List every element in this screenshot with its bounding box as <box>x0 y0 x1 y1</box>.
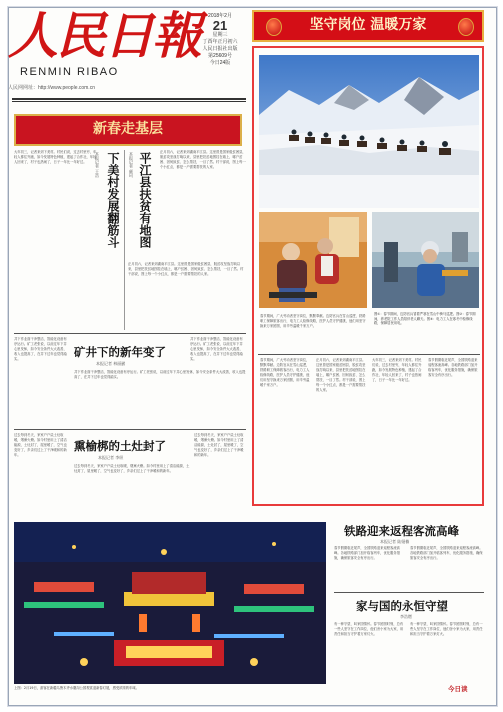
top-banner-text: 坚守岗位 温暖万家 <box>309 17 427 33</box>
photo-lantern-show <box>14 522 326 684</box>
top-banner <box>252 10 484 42</box>
xunliang-text-right: 过去每到冬天，家家户户烧土灶取暖，烟熏火燎。如今村里用上了清洁能源，土灶封了，屋里暖了，空气也变好了，乡亲们过上了干净暖和的新年。 <box>194 433 244 457</box>
railway-divider <box>334 592 484 593</box>
xiamei-byline: 本报记者 王浩 <box>95 152 100 178</box>
column-divider <box>124 150 125 330</box>
photo-electrician <box>372 212 479 308</box>
kuangjing-headline: 矿井下的新年变了 <box>74 345 166 359</box>
photo-caption: 图①：春节期间，边防官兵冒着严寒在雪山中骑马巡逻。图②：春节期间，养老院工作人员陪伴老人聊天。图③：电力工人在寒冬中检修线路，保障居民用电。 <box>374 312 476 326</box>
section-divider-2 <box>14 429 246 430</box>
railway-text-right: 春节假期临近尾声，全国铁路迎来返程客流高峰。各地铁路部门加开临客列车，优化服务措施，确保旅客安全有序出行。 <box>410 546 483 560</box>
masthead-title: 人民日報 <box>8 6 200 65</box>
date-pages: 今日24版 <box>209 60 231 66</box>
railway-headline: 铁路迎来返程客流高峰 <box>344 524 459 538</box>
pingjiang-text-top: 正月初六，记者来到湖南平江县。这里曾是国家级贫困县，脱贫攻坚战打响以来，县里把扶贫地图挂在墙上，哪户贫困、因何致贫、怎么帮扶，一目了然。村干部说，图上每一个小红点，都是一户需要帮扶的人家。 <box>160 150 246 169</box>
photo-snow-patrol <box>259 55 479 208</box>
xiamei-text: 大年初三，记者来到下美村。村民们说，过去村里穷，年轻人都往外跑，如今发展特色种植，建起了合作社，年轻人回来了，村子也热闹了，日子一年比一年好过。 <box>14 150 97 164</box>
family-text-left: 有一种守望，叫家国情怀。春节团圆时刻，总有一些人坚守在工作岗位，他们舍小家为大家，用责任和担当守护着万家灯火。 <box>334 622 404 636</box>
date-serial: 第25609号 <box>208 53 232 59</box>
masthead-rule-thin <box>12 101 246 102</box>
lantern-show-illustration <box>14 522 326 684</box>
feature-text-col1: 春节期间，广大劳动者坚守岗位，默默奉献。边防官兵在雪山巡逻，铁路职工保障旅客出行，电力工人检修线路，医护人员守护健康，他们用坚守换来万家团圆，用辛劳温暖千家万户。 <box>260 358 310 387</box>
xunliang-text-left: 过去每到冬天，家家户户烧土灶取暖，烟熏火燎。如今村里用上了清洁能源，土灶封了，屋里暖了，空气也变好了，乡亲们过上了干净暖和的新年。 <box>14 433 67 457</box>
section-banner <box>14 114 242 146</box>
date-edition-info: 人民日报社出版 <box>202 46 238 52</box>
pingjiang-text-bottom: 正月初六，记者来到湖南平江县。这里曾是国家级贫困县，脱贫攻坚战打响以来，县里把扶贫地图挂在墙上，哪户贫困、因何致贫、怎么帮扶，一目了然。村干部说，图上每一个小红点，都是一户需要帮扶的人家。 <box>128 262 244 276</box>
kuangjing-text-body: 井下作业面干净整洁，智能化设备有序运行。矿工老张说，以前过年下井心里发怵，如今安全条件大大改善，收入也提高了，在井下过年也觉得踏实。 <box>74 370 246 379</box>
pingjiang-headline: 平江县扶贫有地图 <box>138 152 152 248</box>
masthead-pinyin: RENMIN RIBAO <box>20 66 119 78</box>
photo-elderly-care <box>259 212 367 308</box>
feature-divider <box>258 354 480 355</box>
date-day: 21 <box>212 18 228 33</box>
xunliang-byline: 本报记者 李纵 <box>98 455 124 460</box>
xunliang-text-body: 过去每到冬天，家家户户烧土灶取暖，烟熏火燎。如今村里用上了清洁能源，土灶封了，屋里暖了，空气也变好了，乡亲们过上了干净暖和的新年。 <box>74 464 190 473</box>
pingjiang-byline: 本报记者 颜珂 <box>129 152 134 178</box>
lantern-left-icon <box>266 18 282 36</box>
feature-text-intro: 春节期间，广大劳动者坚守岗位，默默奉献。边防官兵在雪山巡逻，铁路职工保障旅客出行，电力工人检修线路，医护人员守护健康，他们用坚守换来万家团圆，用辛劳温暖千家万户。 <box>260 314 366 328</box>
family-byline: 李浩燃 <box>400 614 412 619</box>
kuangjing-text-left: 井下作业面干净整洁，智能化设备有序运行。矿工老张说，以前过年下井心里发怵，如今安全条件大大改善，收入也提高了，在井下过年也觉得踏实。 <box>14 337 67 361</box>
feature-text-col2: 正月初六，记者来到湖南平江县。这里曾是国家级贫困县，脱贫攻坚战打响以来，县里把扶贫地图挂在墙上，哪户贫困、因何致贫、怎么帮扶，一目了然。村干部说，图上每一个小红点，都是一户需要帮扶的人家。 <box>316 358 366 392</box>
family-headline: 家与国的永恒守望 <box>356 599 448 613</box>
electrician-illustration <box>372 212 479 308</box>
date-year-month: 2018年2月 <box>208 13 232 19</box>
xiamei-headline: 下美村发展翻筋斗 <box>106 152 120 248</box>
section-divider-1 <box>14 333 246 334</box>
masthead-rule <box>12 98 246 100</box>
date-lunar: 丁酉年正月初六 <box>202 39 238 45</box>
xunliang-headline: 熏榆梆的土灶封了 <box>74 439 166 453</box>
feature-text-col4: 春节假期临近尾声，全国铁路迎来返程客流高峰。各地铁路部门加开临客列车，优化服务措施，确保旅客安全有序出行。 <box>428 358 478 377</box>
elderly-care-illustration <box>259 212 367 308</box>
masthead-url-line: 人民网网址：http://www.people.com.cn <box>8 85 95 91</box>
section-banner-text: 新春走基层 <box>93 121 163 137</box>
railway-byline: 本报记者 陆娅楠 <box>380 539 410 544</box>
lantern-caption: 上图：2月19日，游客在新疆乌鲁木齐水磨沟公园观赏迎新春灯展，感受浓浓的年味。 <box>14 686 139 690</box>
family-text-right: 有一种守望，叫家国情怀。春节团圆时刻，总有一些人坚守在工作岗位，他们舍小家为大家，用责任和担当守护着万家灯火。 <box>410 622 483 636</box>
today-label[interactable]: 今日读 <box>448 685 468 693</box>
kuangjing-text-right: 井下作业面干净整洁，智能化设备有序运行。矿工老张说，以前过年下井心里发怵，如今安全条件大大改善，收入也提高了，在井下过年也觉得踏实。 <box>190 337 243 361</box>
date-weekday: 星期三 <box>212 32 228 38</box>
feature-text-col3: 大年初三，记者来到下美村。村民们说，过去村里穷，年轻人都往外跑，如今发展特色种植，建起了合作社，年轻人回来了，村子也热闹了，日子一年比一年好过。 <box>372 358 422 382</box>
railway-text-left: 春节假期临近尾声，全国铁路迎来返程客流高峰。各地铁路部门加开临客列车，优化服务措施，确保旅客安全有序出行。 <box>334 546 400 560</box>
lantern-right-icon <box>458 18 474 36</box>
snow-patrol-illustration <box>259 55 479 208</box>
kuangjing-byline: 本报记者 林丽鹂 <box>96 361 126 366</box>
date-box <box>194 12 246 86</box>
